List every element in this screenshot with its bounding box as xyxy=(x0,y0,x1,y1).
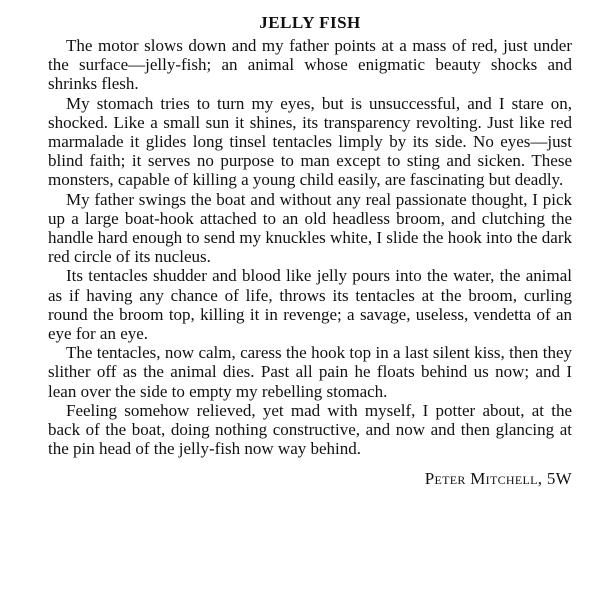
author-byline: Peter Mitchell, 5W xyxy=(424,469,572,489)
paragraph-4: Its tentacles shudder and blood like jelly pours into the water, the animal as if having any chance of life, throws its tentacles at the broom, curling round the broom top, killing it in revenge; a savage, useless, vendetta of an eye for an eye. xyxy=(48,266,572,344)
paragraph-3: My father swings the boat and without any real passionate thought, I pick up a large boat-hook attached to an old headless broom, and clutching the handle hard enough to send my knuckles white, I slide the hook into the dark red circle of its nucleus. xyxy=(48,189,572,267)
page-title: JELLY FISH xyxy=(259,13,361,32)
paragraph-6: Feeling somehow relieved, yet mad with myself, I potter about, at the back of the boat, doing nothing constructive, and now and then glancing at the pin head of the jelly-fish now way behind. xyxy=(48,400,572,459)
paragraph-5: The tentacles, now calm, caress the hook top in a last silent kiss, then they slither off as the animal dies. Past all pain he floats behind us now; and I lean over the side to empty my rebelling stomach. xyxy=(48,343,572,401)
paragraph-1: The motor slows down and my father points at a mass of red, just under the surface—jelly-fish; an animal whose enigmatic beauty shocks and shrinks flesh. xyxy=(48,36,572,94)
paragraph-2: My stomach tries to turn my eyes, but is unsuccessful, and I stare on, shocked. Like a small sun it shines, its transparency revolting. Just like red marmalade it glides long tinsel tentacles limply by its side. No eyes—just blind faith; it serves no purpose to man except to sting and sicken. These monsters, capable of killing a young child easily, are fascinating but deadly. xyxy=(48,93,572,190)
